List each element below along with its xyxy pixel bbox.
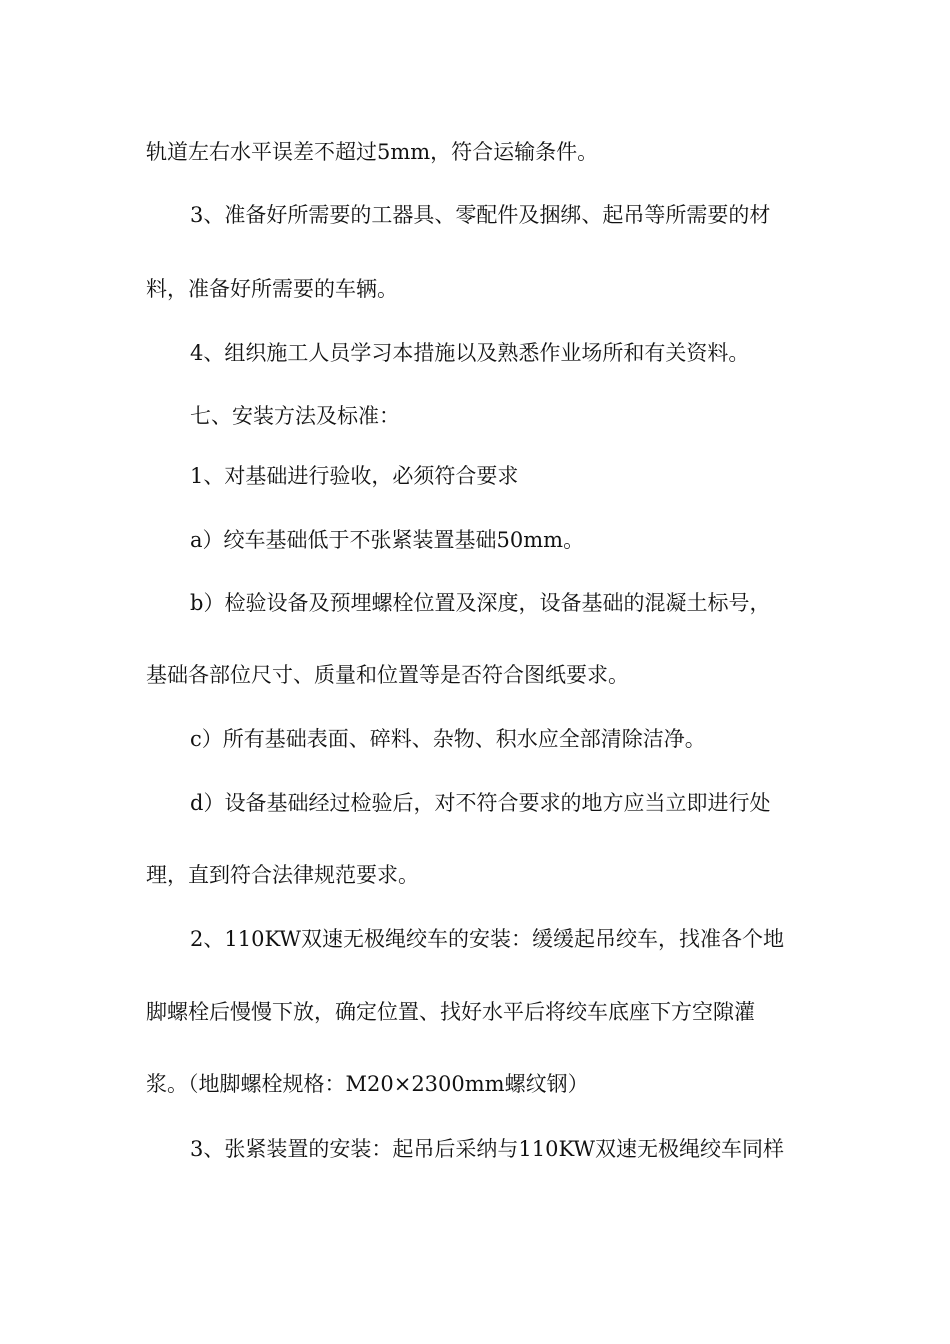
text-line: 轨道左右水平误差不超过5mm，符合运输条件。 <box>146 140 599 164</box>
text-line: 料，准备好所需要的车辆。 <box>146 277 398 301</box>
text-line: 3、张紧装置的安装：起吊后采纳与110KW双速无极绳绞车同样 <box>190 1137 784 1161</box>
text-line: 2、110KW双速无极绳绞车的安装：缓缓起吊绞车，找准各个地 <box>190 927 784 951</box>
text-line: 浆。（地脚螺栓规格：M20×2300mm螺纹钢） <box>146 1072 589 1096</box>
text-line: 基础各部位尺寸、质量和位置等是否符合图纸要求。 <box>146 663 629 687</box>
text-line: 脚螺栓后慢慢下放，确定位置、找好水平后将绞车底座下方空隙灌 <box>146 1000 755 1024</box>
text-line: d）设备基础经过检验后，对不符合要求的地方应当立即进行处 <box>190 791 771 815</box>
text-line: 4、组织施工人员学习本措施以及熟悉作业场所和有关资料。 <box>190 341 750 365</box>
text-line: c）所有基础表面、碎料、杂物、积水应全部清除洁净。 <box>190 727 706 751</box>
text-line: a）绞车基础低于不张紧装置基础50mm。 <box>190 528 585 552</box>
text-line: 1、对基础进行验收，必须符合要求 <box>190 464 519 488</box>
text-line: 3、准备好所需要的工器具、零配件及捆绑、起吊等所需要的材 <box>190 203 771 227</box>
text-line: 理，直到符合法律规范要求。 <box>146 863 419 887</box>
text-line: b）检验设备及预埋螺栓位置及深度，设备基础的混凝土标号， <box>190 591 771 615</box>
section-heading: 七、安装方法及标准： <box>190 404 400 428</box>
